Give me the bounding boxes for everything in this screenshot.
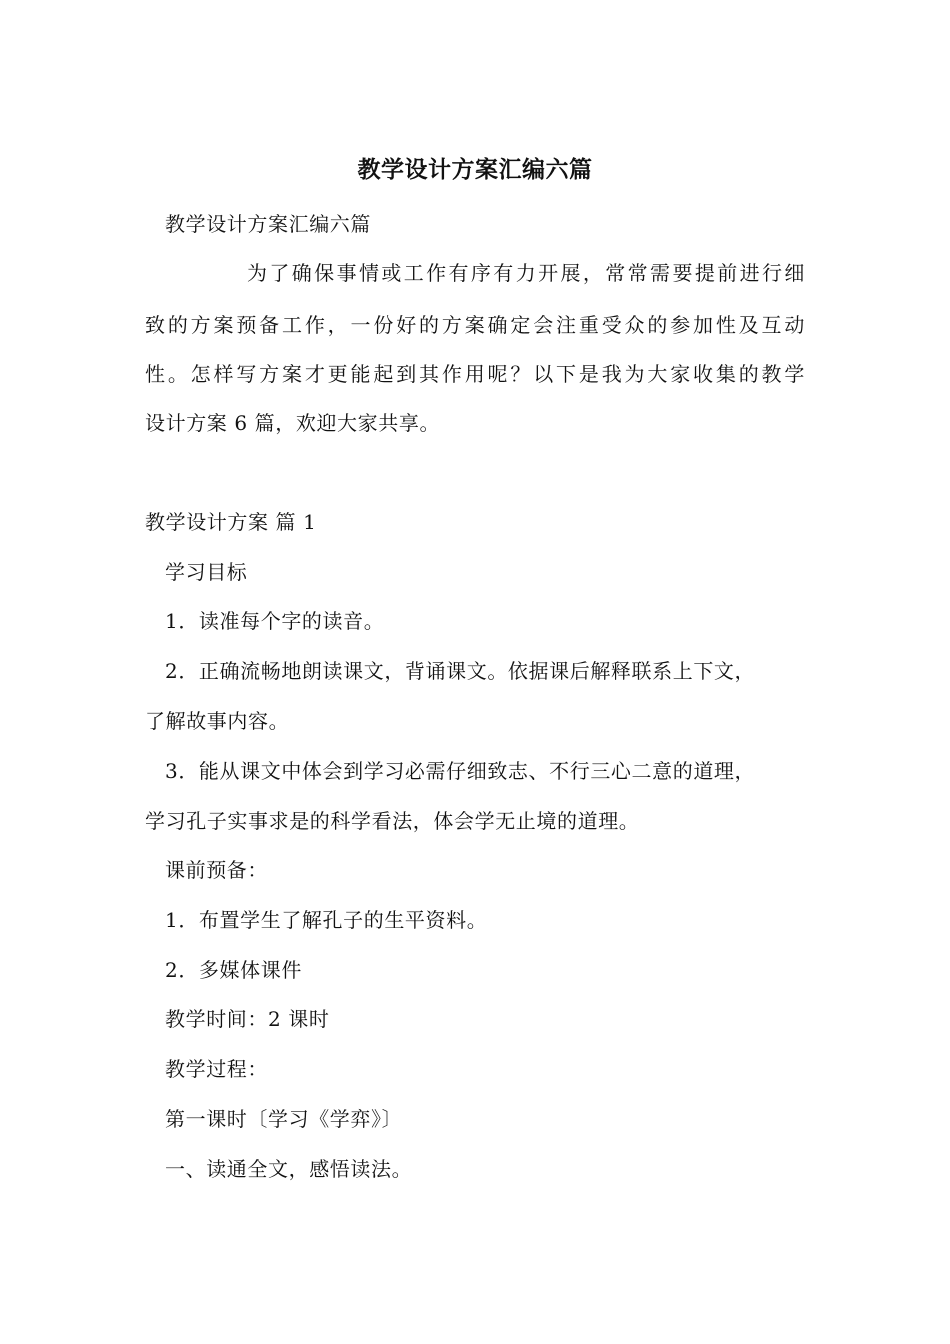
- process-heading: 教学过程：: [165, 1057, 268, 1081]
- step-1: 一、读通全文，感悟读法。: [165, 1157, 413, 1181]
- goal-item-3-line-2: 学习孔子实事求是的科学看法，体会学无止境的道理。: [145, 809, 640, 833]
- goal-item-3-line-1: 3．能从课文中体会到学习必需仔细致志、不行三心二意的道理，: [165, 759, 756, 783]
- intro-line-3: 性。怎样写方案才更能起到其作用呢？以下是我为大家收集的教学: [145, 362, 805, 386]
- intro-line-2: 致的方案预备工作，一份好的方案确定会注重受众的参加性及互动: [145, 313, 805, 337]
- teaching-time: 教学时间：2 课时: [165, 1007, 330, 1031]
- document-title: 教学设计方案汇编六篇: [357, 157, 593, 183]
- goal-item-2-line-2: 了解故事内容。: [145, 709, 290, 733]
- goals-heading: 学习目标: [165, 560, 248, 584]
- goal-item-1: 1．读准每个字的读音。: [165, 609, 385, 633]
- prep-item-2: 2．多媒体课件: [165, 958, 302, 982]
- goal-item-2-line-1: 2．正确流畅地朗读课文，背诵课文。依据课后解释联系上下文，: [165, 659, 756, 683]
- section-heading: 教学设计方案 篇 1: [145, 510, 317, 534]
- intro-line-1: 为了确保事情或工作有序有力开展，常常需要提前进行细: [247, 261, 805, 285]
- lesson-1-heading: 第一课时〔学习《学弈》〕: [165, 1107, 403, 1131]
- prep-item-1: 1．布置学生了解孔子的生平资料。: [165, 908, 488, 932]
- intro-line-4: 设计方案 6 篇，欢迎大家共享。: [145, 411, 441, 435]
- prep-heading: 课前预备：: [165, 858, 268, 882]
- document-subtitle: 教学设计方案汇编六篇: [165, 212, 371, 236]
